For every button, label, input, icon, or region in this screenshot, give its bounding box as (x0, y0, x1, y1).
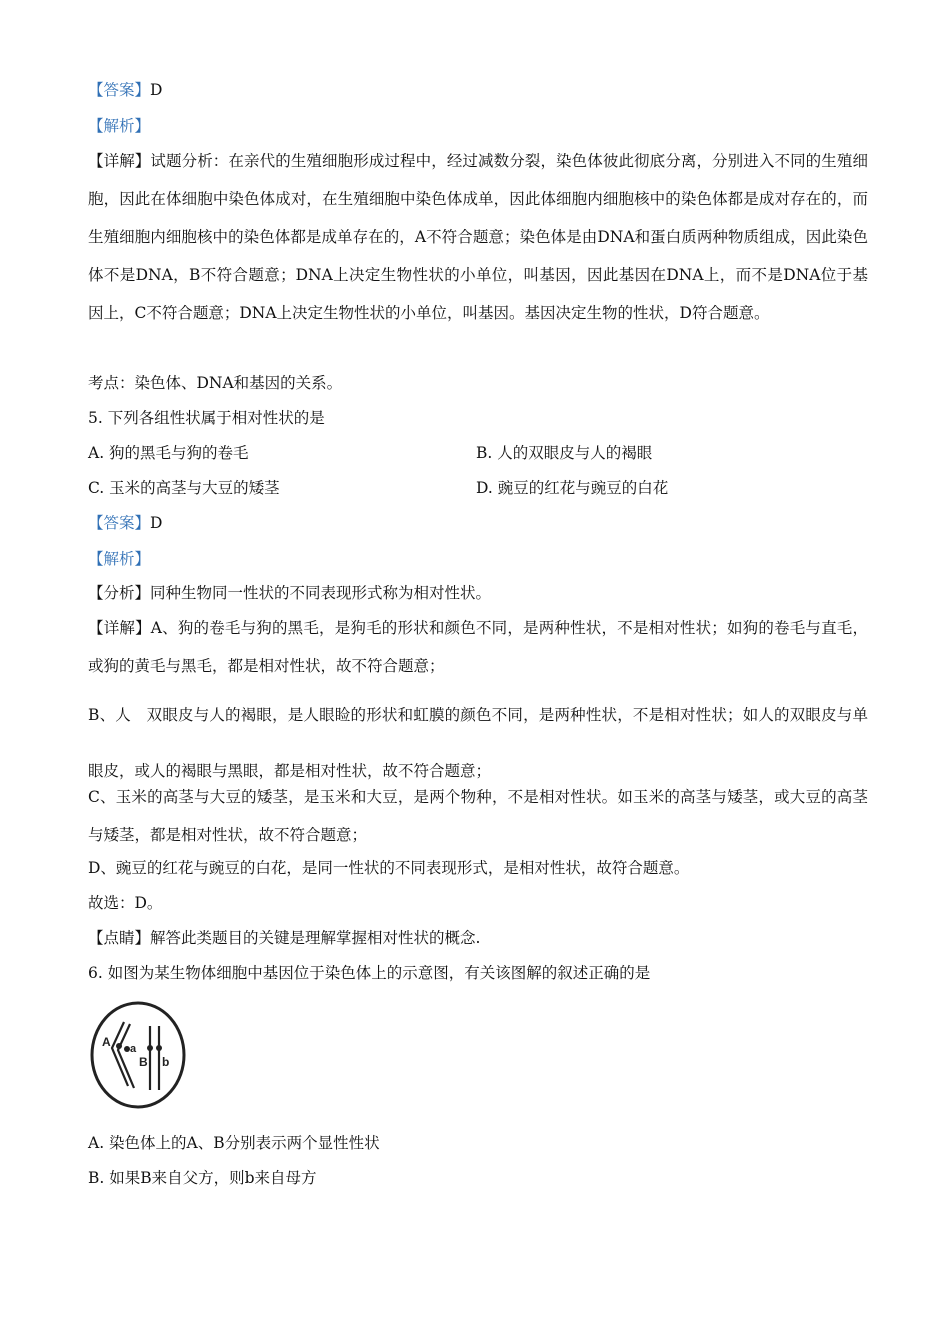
q5-dianjing-line (88, 926, 868, 950)
dianjing-tag: 【点睛】 (88, 929, 151, 947)
q5-detail-a (88, 609, 868, 685)
cell-outline (92, 1003, 184, 1107)
analysis-tag: 【解析】 (88, 117, 151, 135)
q6-stem: 6. 如图为某生物体细胞中基因位于染色体上的示意图，有关该图解的叙述正确的是 (88, 964, 651, 982)
q5-stem: 5. 下列各组性状属于相对性状的是 (88, 409, 325, 427)
q5-option-c: C. 玉米的高茎与大豆的矮茎 (88, 479, 280, 497)
chromosome-left-2 (118, 1024, 134, 1088)
q4-detail-paragraph (88, 142, 868, 332)
chromosome-diagram (90, 1000, 190, 1110)
q5-choose: 故选：D。 (88, 894, 163, 912)
detail-text: 试题分析：在亲代的生殖细胞形成过程中，经过减数分裂，染色体彼此彻底分离，分别进入不同的生殖细胞，因此在体细胞中染色体成对，在生殖细胞中染色体成单，因此体细胞内细胞核中的染色体都是成对存在的，而生殖细胞内细胞核中的染色体都是成单存在的，A不符合题意；染色体是由DNA和蛋白质两种物质组成，因此染色体不是DNA，B不符合题意；DNA上决定生物性状的小单位，叫基因，因此基因在DNA上，而不是DNA位于基因上，C不符合题意；DNA上决定生物性状的小单位，叫基因。基因决定生物的性状，D符合题意。 (88, 152, 868, 322)
q5-option-d: D. 豌豆的红花与豌豆的白花 (476, 479, 669, 497)
fenxi-text: 同种生物同一性状的不同表现形式称为相对性状。 (150, 584, 492, 602)
gene-label-A: A (102, 1035, 111, 1049)
q5-options-row-1 (88, 441, 868, 465)
q5-detail-c: C、玉米的高茎与大豆的矮茎，是玉米和大豆，是两个物种，不是相对性状。如玉米的高茎与矮茎，或大豆的高茎与矮茎，都是相对性状，故不符合题意； (88, 788, 868, 844)
answer-value: D (150, 81, 163, 99)
q4-answer-line (88, 78, 868, 102)
q5-option-b: B. 人的双眼皮与人的褐眼 (476, 444, 653, 462)
q5-analysis-line (88, 547, 868, 571)
gene-label-b: b (162, 1055, 170, 1069)
answer-value: D (150, 514, 163, 532)
answer-tag: 【答案】 (88, 81, 151, 99)
q5-option-a: A. 狗的黑毛与狗的卷毛 (88, 444, 249, 462)
detail-tag: 【详解】 (88, 152, 151, 170)
q5-detail-b: B、人 双眼皮与人的褐眼，是人眼睑的形状和虹膜的颜色不同，是两种性状，不是相对性状；如人的双眼皮与单眼皮，或人的褐眼与黑眼，都是相对性状，故不符合题意； (88, 706, 868, 780)
q5-fenxi-line (88, 581, 868, 605)
q4-analysis-line (88, 114, 868, 138)
dianjing-text: 解答此类题目的关键是理解掌握相对性状的概念. (150, 929, 481, 947)
q5-answer-line (88, 511, 868, 535)
centromere-1 (116, 1043, 122, 1049)
detail-tag: 【详解】 (88, 619, 151, 637)
q6-option-a: A. 染色体上的A、B分别表示两个显性性状 (88, 1134, 380, 1152)
centromere-4 (156, 1045, 162, 1051)
q5-detail-d: D、豌豆的红花与豌豆的白花，是同一性状的不同表现形式，是相对性状，故符合题意。 (88, 859, 690, 877)
detail-a-text: A、狗的卷毛与狗的黑毛，是狗毛的形状和颜色不同，是两种性状，不是相对性状；如狗的卷毛与直毛，或狗的黄毛与黑毛，都是相对性状，故不符合题意； (88, 619, 868, 675)
fenxi-tag: 【分析】 (88, 584, 151, 602)
analysis-tag: 【解析】 (88, 550, 151, 568)
chromosome-figure (90, 1000, 190, 1114)
q5-options-row-2 (88, 476, 868, 500)
centromere-3 (147, 1045, 153, 1051)
gene-label-a: a (130, 1043, 137, 1055)
q4-point: 考点：染色体、DNA和基因的关系。 (88, 374, 343, 392)
answer-tag: 【答案】 (88, 514, 151, 532)
q6-option-b: B. 如果B来自父方，则b来自母方 (88, 1169, 317, 1187)
gene-label-B: B (139, 1055, 148, 1069)
